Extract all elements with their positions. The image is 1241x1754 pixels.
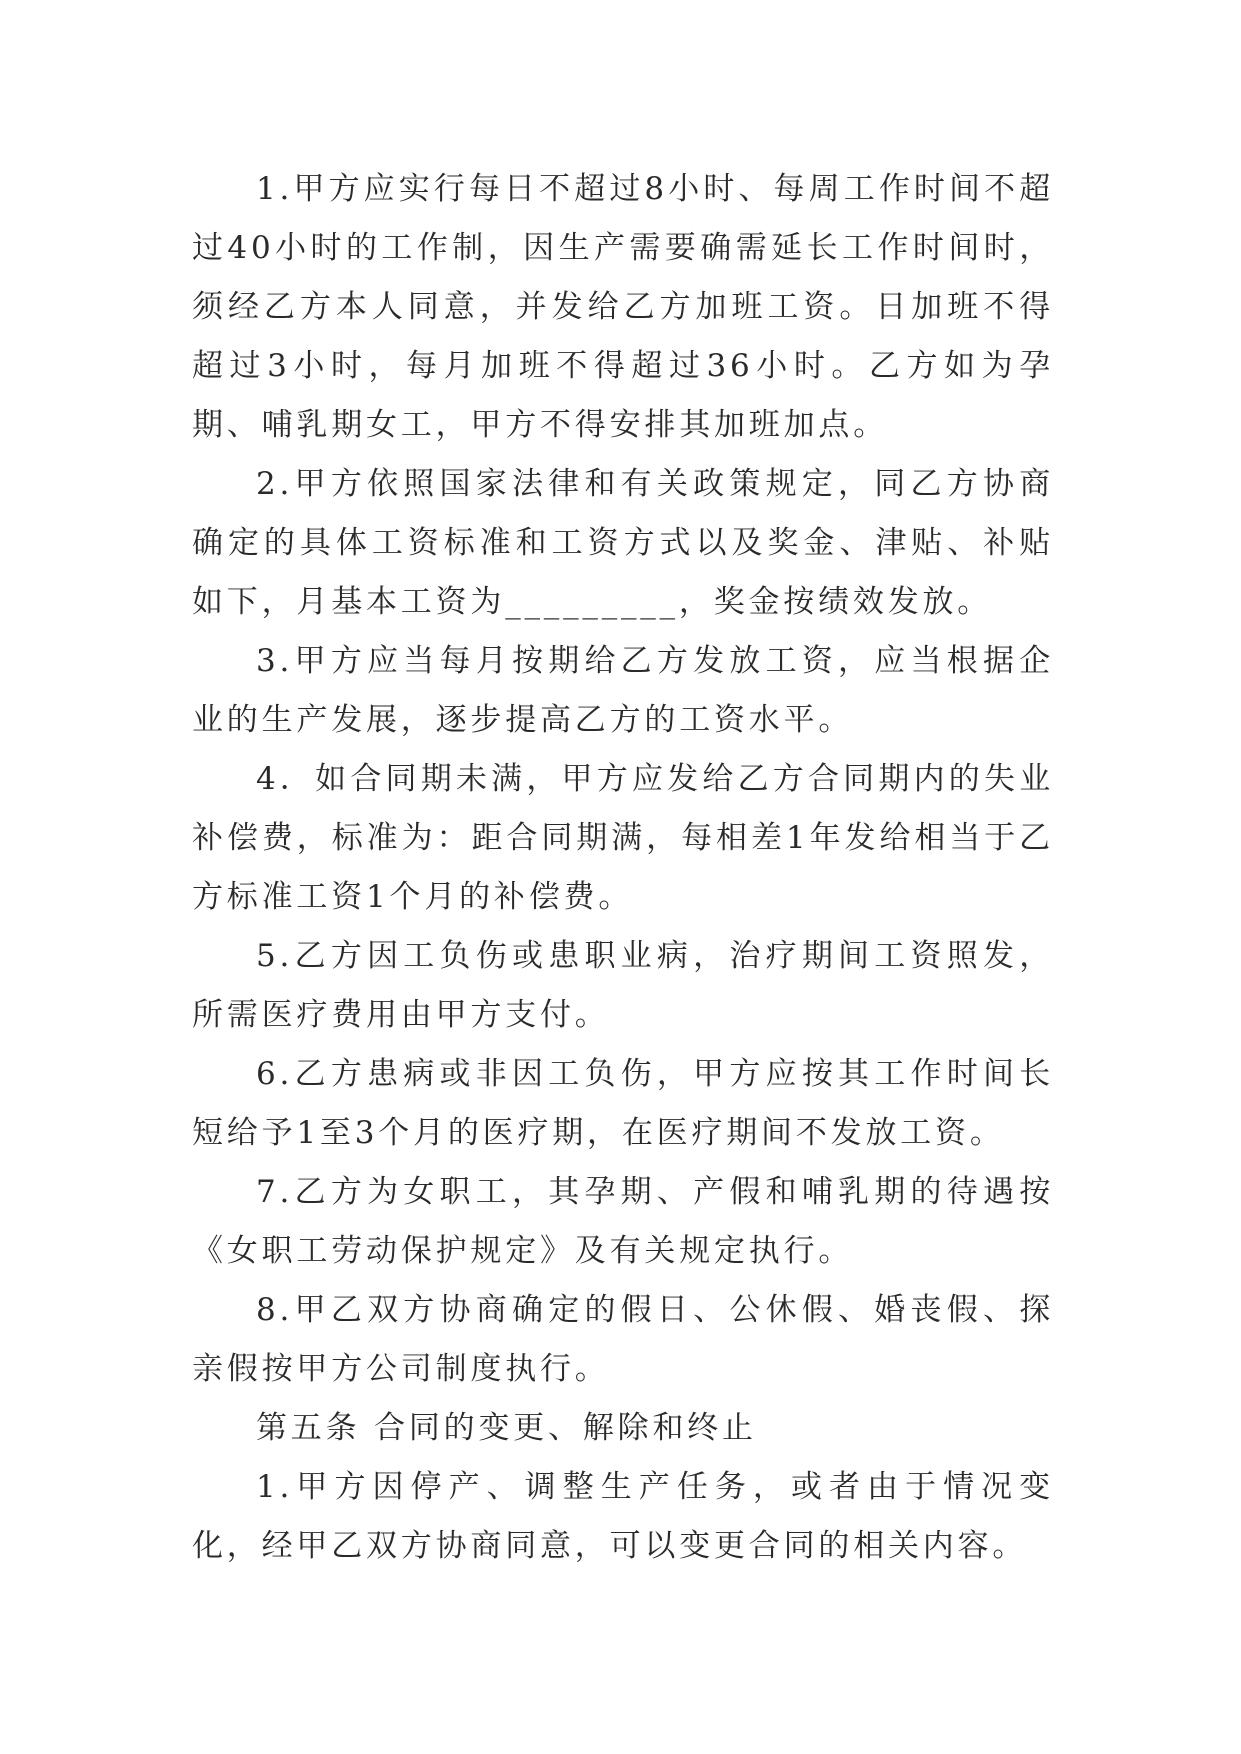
- clause-5-work-injury: 5.乙方因工负伤或患职业病，治疗期间工资照发，所需医疗费用由甲方支付。: [192, 938, 1054, 1033]
- clause-4-compensation: 4．如合同期未满，甲方应发给乙方合同期内的失业补偿费，标准为：距合同期满，每相差1年发给相当于乙方标准工资1个月的补偿费。: [192, 761, 1054, 915]
- clause-7-female-workers: 7.乙方为女职工，其孕期、产假和哺乳期的待遇按《女职工劳动保护规定》及有关规定执行。: [192, 1174, 1054, 1269]
- clause-3-wage-payment: 3.甲方应当每月按期给乙方发放工资，应当根据企业的生产发展，逐步提高乙方的工资水平。: [192, 643, 1054, 738]
- clause-8-holidays: 8.甲乙双方协商确定的假日、公休假、婚丧假、探亲假按甲方公司制度执行。: [192, 1292, 1054, 1387]
- article-5-heading: 第五条 合同的变更、解除和终止: [256, 1410, 757, 1446]
- document-body: [192, 160, 1054, 1576]
- clause-1-working-hours: 1.甲方应实行每日不超过8小时、每周工作时间不超过40小时的工作制，因生产需要确需延长工作时间时，须经乙方本人同意，并发给乙方加班工资。日加班不得超过3小时，每月加班不得超过36小时。乙方如为孕期、哺乳期女工，甲方不得安排其加班加点。: [192, 171, 1054, 443]
- clause-6-medical-period: 6.乙方患病或非因工负伤，甲方应按其工作时间长短给予1至3个月的医疗期，在医疗期间不发放工资。: [192, 1056, 1054, 1151]
- clause-2-wage-standard: 2.甲方依照国家法律和有关政策规定，同乙方协商确定的具体工资标准和工资方式以及奖金、津贴、补贴如下，月基本工资为_________，奖金按绩效发放。: [192, 466, 1054, 620]
- article-5-clause-1: 1.甲方因停产、调整生产任务，或者由于情况变化，经甲乙双方协商同意，可以变更合同的相关内容。: [192, 1469, 1054, 1564]
